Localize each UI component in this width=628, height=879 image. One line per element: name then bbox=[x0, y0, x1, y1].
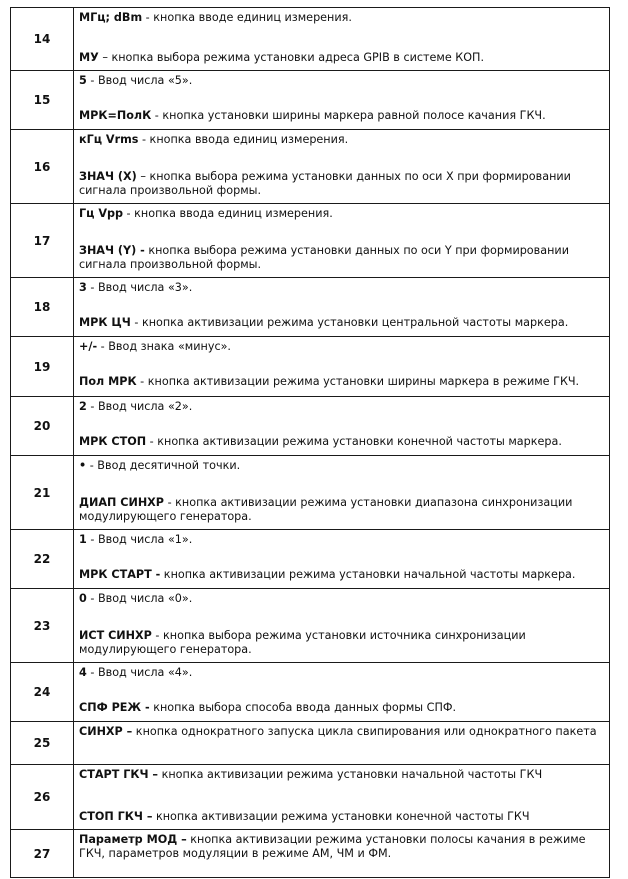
key-label: МУ bbox=[79, 51, 99, 64]
description-line-secondary bbox=[79, 109, 605, 123]
key-label: СИНХР – bbox=[79, 725, 133, 738]
row-number: 14 bbox=[11, 8, 74, 71]
row-number: 21 bbox=[11, 456, 74, 530]
key-label: 1 bbox=[79, 533, 87, 546]
table-row bbox=[11, 397, 610, 456]
description-line-secondary bbox=[79, 435, 605, 449]
key-description-text: кнопка однократного запуска цикла свипирования или однократного пакета bbox=[132, 725, 597, 738]
key-description-text: - Ввод числа «5». bbox=[86, 74, 193, 87]
row-description bbox=[74, 71, 610, 130]
description-line-secondary bbox=[79, 701, 605, 715]
table-row bbox=[11, 456, 610, 530]
description-line-primary bbox=[79, 768, 605, 782]
key-label: МГц; dBm bbox=[79, 11, 143, 24]
key-description-text: - кнопка ввода единиц измерения. bbox=[123, 207, 333, 220]
key-description-text: - кнопка вводе единиц измерения. bbox=[142, 11, 352, 24]
row-number: 26 bbox=[11, 765, 74, 830]
description-line-primary bbox=[79, 207, 605, 221]
key-description-text: – кнопка выбора режима установки данных по оси X при формировании сигнала произвольной формы. bbox=[79, 170, 571, 197]
key-description-text: - кнопка ввода единиц измерения. bbox=[138, 133, 349, 146]
key-description-text: - Ввод числа «0». bbox=[86, 592, 193, 605]
row-description bbox=[74, 337, 610, 397]
key-label: • bbox=[79, 459, 87, 472]
description-line-secondary bbox=[79, 629, 605, 657]
table-row bbox=[11, 589, 610, 663]
key-label: МРК=ПолК bbox=[79, 109, 152, 122]
table-row bbox=[11, 530, 610, 589]
row-description bbox=[74, 722, 610, 765]
key-label: ИСТ СИНХР bbox=[79, 629, 152, 642]
key-description-text: - Ввод десятичной точки. bbox=[86, 459, 241, 472]
description-line-primary bbox=[79, 340, 605, 354]
key-label: МРК СТАРТ - bbox=[79, 568, 161, 581]
table-row bbox=[11, 830, 610, 878]
description-line-primary bbox=[79, 725, 605, 739]
key-label: СПФ РЕЖ - bbox=[79, 701, 150, 714]
description-line-primary bbox=[79, 533, 605, 547]
description-line-secondary bbox=[79, 375, 605, 389]
key-description-text: - Ввод знака «минус». bbox=[97, 340, 231, 353]
description-line-primary bbox=[79, 459, 605, 473]
key-description-text: - кнопка установки ширины маркера равной полосе качания ГКЧ. bbox=[151, 109, 546, 122]
key-label: 5 bbox=[79, 74, 87, 87]
row-number: 23 bbox=[11, 589, 74, 663]
table-row bbox=[11, 663, 610, 722]
key-label: Гц Vpp bbox=[79, 207, 123, 220]
key-description-text: – кнопка выбора режима установки адреса GPIB в системе КОП. bbox=[98, 51, 485, 64]
row-number: 19 bbox=[11, 337, 74, 397]
row-description bbox=[74, 663, 610, 722]
key-description-text: - кнопка выбора режима установки источника синхронизации модулирующего генератора. bbox=[79, 629, 526, 656]
description-line-primary bbox=[79, 281, 605, 295]
table-row bbox=[11, 71, 610, 130]
table-row bbox=[11, 722, 610, 765]
row-number: 25 bbox=[11, 722, 74, 765]
row-description bbox=[74, 530, 610, 589]
key-description-text: - кнопка активизации режима установки центральной частоты маркера. bbox=[130, 316, 569, 329]
description-line-primary bbox=[79, 400, 605, 414]
key-label: ДИАП СИНХР bbox=[79, 496, 165, 509]
row-description bbox=[74, 765, 610, 830]
row-number: 22 bbox=[11, 530, 74, 589]
table-body bbox=[11, 8, 610, 878]
description-line-secondary bbox=[79, 51, 605, 65]
key-label: Параметр МОД – bbox=[79, 833, 187, 846]
key-description-text: - Ввод числа «3». bbox=[86, 281, 193, 294]
row-number: 27 bbox=[11, 830, 74, 878]
key-label: ЗНАЧ (Y) - bbox=[79, 244, 145, 257]
key-label: СТАРТ ГКЧ – bbox=[79, 768, 159, 781]
description-line-primary bbox=[79, 666, 605, 680]
key-label: 4 bbox=[79, 666, 87, 679]
row-description bbox=[74, 8, 610, 71]
key-label: 3 bbox=[79, 281, 87, 294]
document-page bbox=[10, 7, 610, 878]
description-line-secondary bbox=[79, 170, 605, 198]
key-description-text: кнопка выбора режима установки данных по оси Y при формировании сигнала произвольной формы. bbox=[79, 244, 569, 271]
row-description bbox=[74, 397, 610, 456]
key-description-text: кнопка активизации режима установки начальной частоты ГКЧ bbox=[158, 768, 543, 781]
row-number: 20 bbox=[11, 397, 74, 456]
key-label: +/- bbox=[79, 340, 98, 353]
key-description-text: - кнопка активизации режима установки конечной частоты маркера. bbox=[146, 435, 562, 448]
key-description-text: кнопка активизации режима установки начальной частоты маркера. bbox=[160, 568, 576, 581]
table-row bbox=[11, 278, 610, 337]
description-line-primary bbox=[79, 133, 605, 147]
key-description-text: - кнопка активизации режима установки диапазона синхронизации модулирующего генератора. bbox=[79, 496, 573, 523]
key-label: СТОП ГКЧ – bbox=[79, 810, 153, 823]
row-description bbox=[74, 278, 610, 337]
row-number: 15 bbox=[11, 71, 74, 130]
table-row bbox=[11, 204, 610, 278]
row-number: 17 bbox=[11, 204, 74, 278]
key-description-text: кнопка активизации режима установки конечной частоты ГКЧ bbox=[152, 810, 530, 823]
key-label: ЗНАЧ (X) bbox=[79, 170, 137, 183]
description-line-primary bbox=[79, 592, 605, 606]
row-number: 24 bbox=[11, 663, 74, 722]
key-description-text: - Ввод числа «2». bbox=[86, 400, 193, 413]
key-description-text: кнопка выбора способа ввода данных формы СПФ. bbox=[149, 701, 457, 714]
row-description bbox=[74, 589, 610, 663]
row-description bbox=[74, 130, 610, 204]
key-label: 2 bbox=[79, 400, 87, 413]
key-label: МРК ЦЧ bbox=[79, 316, 131, 329]
key-label: кГц Vrms bbox=[79, 133, 139, 146]
table-row bbox=[11, 8, 610, 71]
description-line-secondary bbox=[79, 568, 605, 582]
row-description bbox=[74, 830, 610, 878]
table-row bbox=[11, 130, 610, 204]
key-description-text: кнопка активизации режима установки полосы качания в режиме ГКЧ, параметров модуляции в режиме АМ, ЧМ и ФМ. bbox=[79, 833, 586, 860]
description-line-primary bbox=[79, 74, 605, 88]
description-line-secondary bbox=[79, 244, 605, 272]
row-number: 16 bbox=[11, 130, 74, 204]
row-description bbox=[74, 204, 610, 278]
table-row bbox=[11, 765, 610, 830]
description-line-secondary bbox=[79, 810, 605, 824]
key-label: 0 bbox=[79, 592, 87, 605]
key-description-table bbox=[10, 7, 610, 878]
description-line-secondary bbox=[79, 496, 605, 524]
key-description-text: - Ввод числа «1». bbox=[86, 533, 193, 546]
table-row bbox=[11, 337, 610, 397]
key-label: Пол МРК bbox=[79, 375, 137, 388]
key-description-text: - кнопка активизации режима установки ширины маркера в режиме ГКЧ. bbox=[136, 375, 580, 388]
key-label: МРК СТОП bbox=[79, 435, 147, 448]
row-description bbox=[74, 456, 610, 530]
key-description-text: - Ввод числа «4». bbox=[86, 666, 193, 679]
description-line-primary bbox=[79, 11, 605, 25]
row-number: 18 bbox=[11, 278, 74, 337]
description-line-primary bbox=[79, 833, 605, 861]
description-line-secondary bbox=[79, 316, 605, 330]
